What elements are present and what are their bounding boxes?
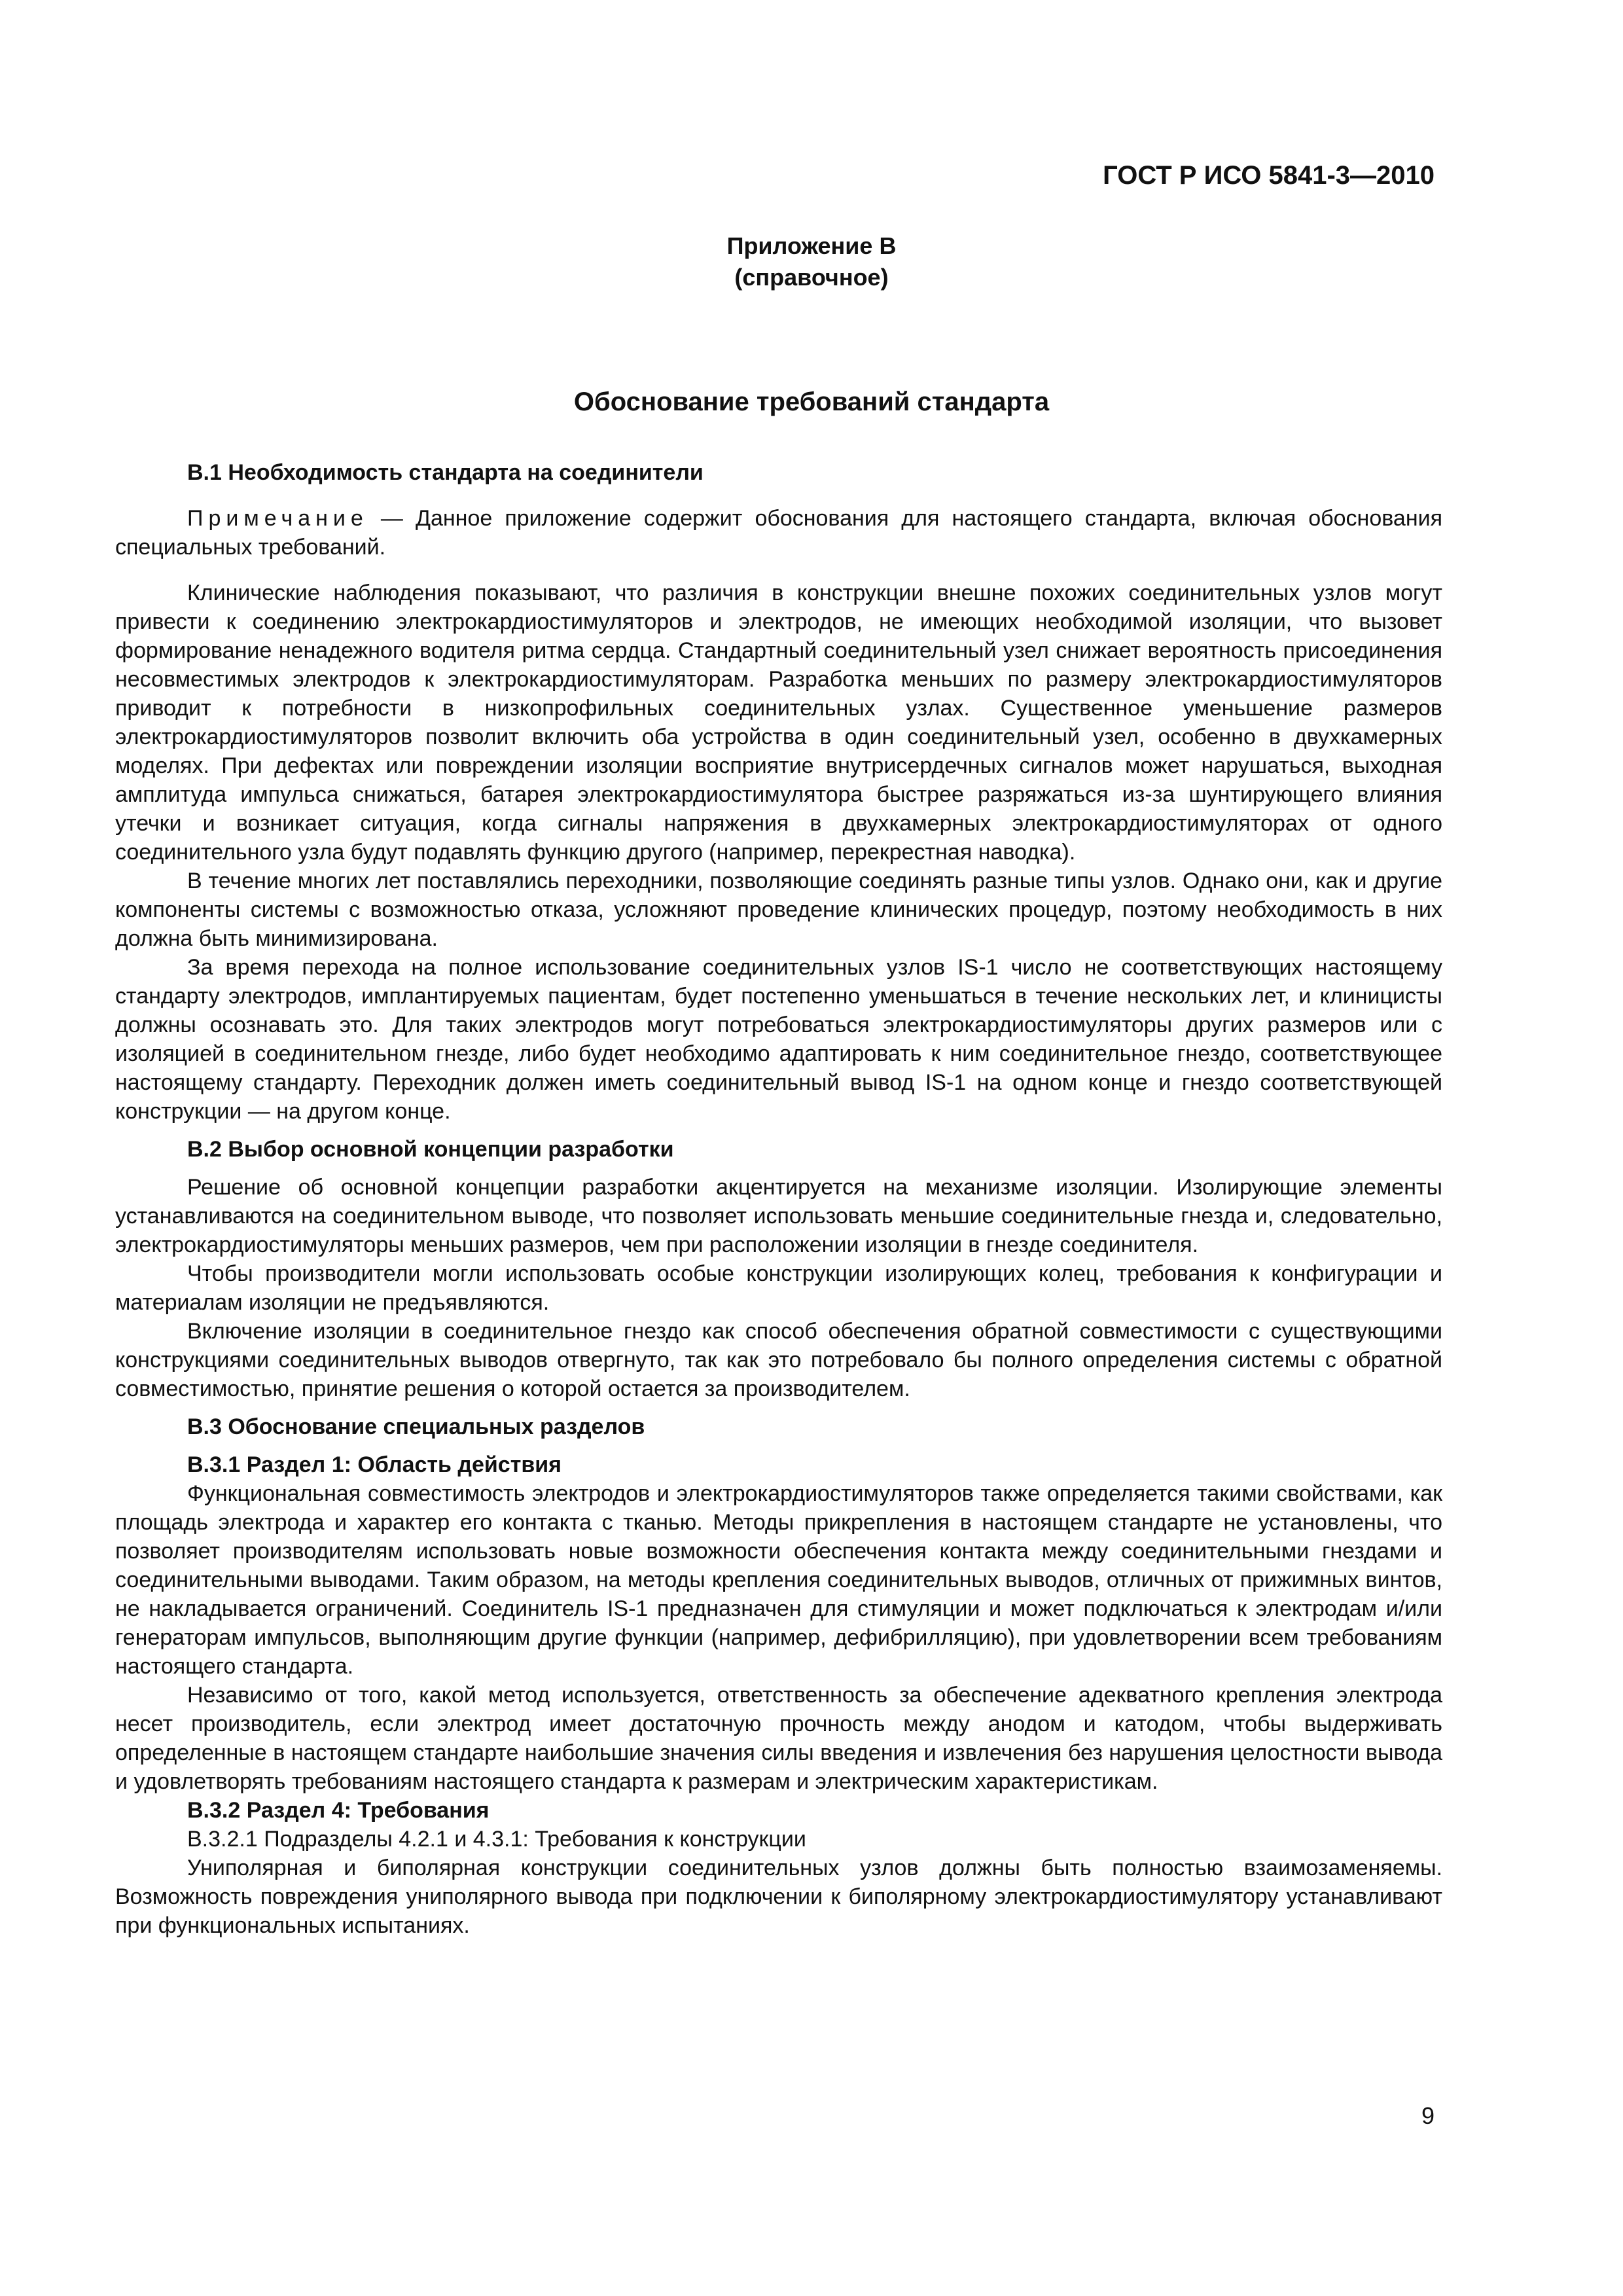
- paragraph: В течение многих лет поставлялись переходники, позволяющие соединять разные типы узлов. Однако они, как и другие компоненты системы с возможностью отказа, усложняют проведение клинических процедур, поэтому необходимость в них должна быть минимизирована.: [115, 869, 1442, 951]
- paragraph: Клинические наблюдения показывают, что различия в конструкции внешне похожих соединительных узлов могут привести к соединению электрокардиостимуляторов и электродов, не имеющих необходимой изоляции, что вызовет формирование ненадежного водителя ритма сердца. Стандартный соединительный узел снижает вероятность присоединения несовместимых электродов к электрокардиостимуляторам. Разработка меньших по размеру электрокардиостимуляторов приводит к потребности в низкопрофильных соединительных узлах. Существенное уменьшение размеров электрокардиостимуляторов позволит включить оба устройства в один соединительный узел, особенно в двухкамерных моделях. При дефектах или повреждении изоляции восприятие внутрисердечных сигналов может нарушаться, выходная амплитуда импульса снижаться, батарея электрокардиостимулятора быстрее разряжаться из-за шунтирующего влияния утечки и возникает ситуация, когда сигналы напряжения в двухкамерных электрокардиостимуляторах от одного соединительного узла будут подавлять функцию другого (например, перекрестная наводка).: [115, 581, 1442, 865]
- note-label: Примечание: [187, 506, 368, 531]
- paragraph: Решение об основной концепции разработки акцентируется на механизме изоляции. Изолирующие элементы устанавливаются на соединительном выводе, что позволяет использовать меньшие соединительные гнезда и, следовательно, электрокардиостимуляторы меньших размеров, чем при расположении изоляции в гнезде соединителя.: [115, 1175, 1442, 1257]
- note-text: — Данное приложение содержит обоснования для настоящего стандарта, включая обоснования специальных требований.: [115, 506, 1442, 560]
- subsection-heading-b31: В.3.1 Раздел 1: Область действия: [187, 1452, 562, 1477]
- page-number: 9: [1421, 2102, 1435, 2129]
- paragraph: Включение изоляции в соединительное гнездо как способ обеспечения обратной совместимости с существующими конструкциями соединительных выводов отвергнуто, так как это потребовало бы полного определения системы с обратной совместимостью, принятие решения о которой остается за производителем.: [115, 1319, 1442, 1401]
- standard-number-header: ГОСТ Р ИСО 5841-3—2010: [1103, 161, 1435, 190]
- paragraph: Независимо от того, какой метод используется, ответственность за обеспечение адекватного крепления электрода несет производитель, если электрод имеет достаточную прочность между анодом и катодом, чтобы выдерживать определенные в настоящем стандарте наибольшие значения силы введения и извлечения без нарушения целостности вывода и удовлетворять требованиям настоящего стандарта к размерам и электрическим характеристикам.: [115, 1683, 1442, 1794]
- paragraph: Униполярная и биполярная конструкции соединительных узлов должны быть полностью взаимозаменяемы. Возможность повреждения униполярного вывода при подключении к биполярному электрокардиостимулятору устанавливают при функциональных испытаниях.: [115, 1856, 1442, 1938]
- paragraph: За время перехода на полное использование соединительных узлов IS-1 число не соответствующих настоящему стандарту электродов, имплантируемых пациентам, будет постепенно уменьшаться в течение нескольких лет, и клиницисты должны осознавать это. Для таких электродов могут потребоваться электрокардиостимуляторы других размеров или с изоляцией в соединительном гнезде, либо будет необходимо адаптировать к ним соединительное гнездо, соответствующее настоящему стандарту. Переходник должен иметь соединительный вывод IS-1 на одном конце и гнездо соответствующей конструкции — на другом конце.: [115, 955, 1442, 1124]
- subsection-heading-b32: В.3.2 Раздел 4: Требования: [187, 1798, 490, 1823]
- appendix-label: Приложение В: [726, 232, 897, 259]
- document-body: [115, 458, 1442, 1940]
- paragraph: Функциональная совместимость электродов и электрокардиостимуляторов также определяется такими свойствами, как площадь электрода и характер его контакта с тканью. Методы прикрепления в настоящем стандарте не установлены, что позволяет производителям использовать новые возможности обеспечения контакта между соединительными гнездами и соединительными выводами. Таким образом, на методы крепления соединительных выводов, отличных от прижимных винтов, не накладывается ограничений. Соединитель IS-1 предназначен для стимуляции и может подключаться к электродам и/или генераторам импульсов, выполняющим другие функции (например, дефибрилляцию), при удовлетворении всем требованиям настоящего стандарта.: [115, 1481, 1442, 1679]
- section-heading-b1: В.1 Необходимость стандарта на соединители: [187, 460, 704, 485]
- appendix-title: [0, 230, 1623, 293]
- section-heading-b3: В.3 Обоснование специальных разделов: [187, 1414, 645, 1439]
- note-paragraph: [115, 504, 1442, 562]
- subsubsection-heading-b321: В.3.2.1 Подразделы 4.2.1 и 4.3.1: Требования к конструкции: [187, 1827, 806, 1852]
- appendix-type: (справочное): [734, 264, 889, 291]
- main-title: Обоснование требований стандарта: [573, 387, 1050, 416]
- paragraph: Чтобы производители могли использовать особые конструкции изолирующих колец, требования к конфигурации и материалам изоляции не предъявляются.: [115, 1261, 1442, 1315]
- section-heading-b2: В.2 Выбор основной концепции разработки: [187, 1137, 674, 1162]
